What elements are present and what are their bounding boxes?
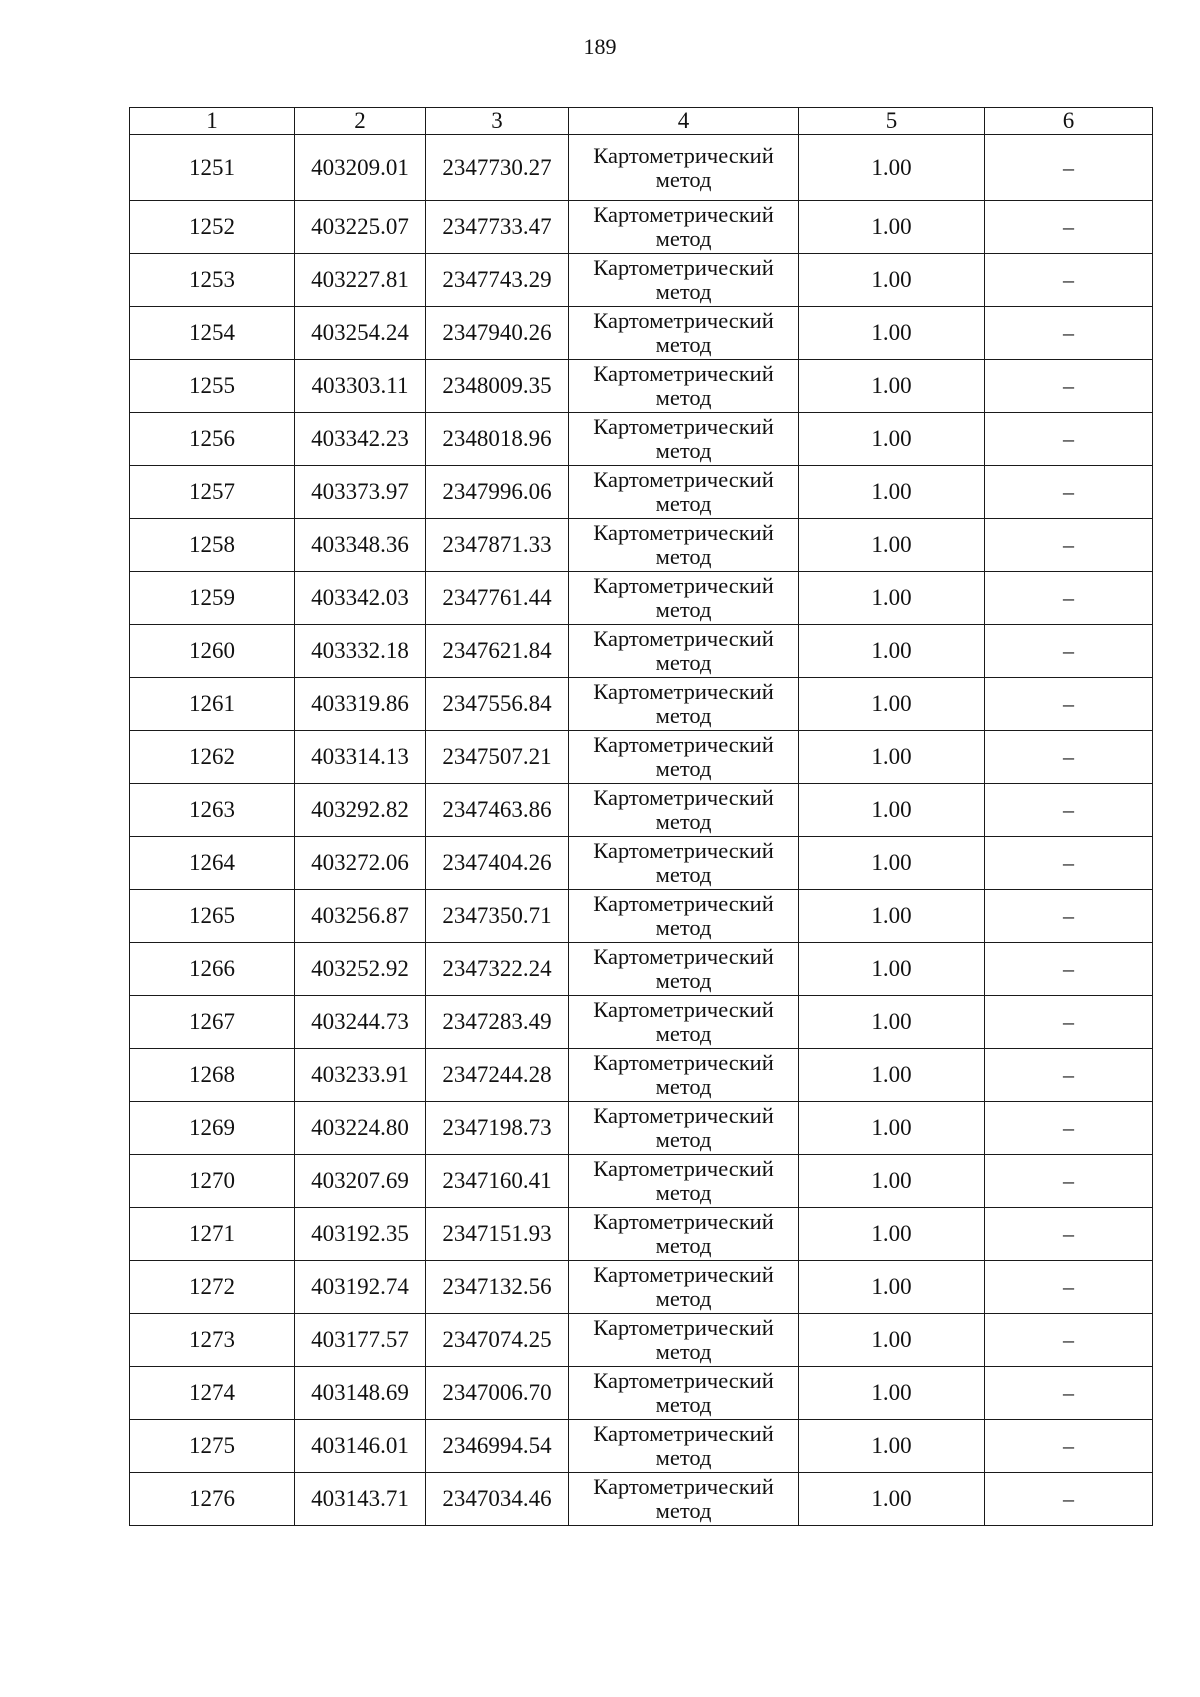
method-line-1: Картометрический: [593, 1103, 774, 1128]
method-line-1: Картометрический: [593, 414, 774, 439]
table-row: [130, 837, 1153, 890]
table-row: [130, 1261, 1153, 1314]
column-header-6: 6: [985, 108, 1153, 135]
method-line-1: Картометрический: [593, 573, 774, 598]
method-cell: [569, 1261, 799, 1314]
x-coordinate-cell: 403233.91: [295, 1049, 426, 1102]
method-line-1: Картометрический: [593, 361, 774, 386]
accuracy-cell: 1.00: [799, 731, 985, 784]
y-coordinate-cell: 2347244.28: [426, 1049, 569, 1102]
point-number-cell: 1263: [130, 784, 295, 837]
column-header-2: 2: [295, 108, 426, 135]
x-coordinate-cell: 403342.23: [295, 413, 426, 466]
y-coordinate-cell: 2347940.26: [426, 307, 569, 360]
y-coordinate-cell: 2347463.86: [426, 784, 569, 837]
method-line-2: метод: [655, 597, 712, 622]
column-header-1: 1: [130, 108, 295, 135]
method-line-2: метод: [655, 1286, 712, 1311]
point-number-cell: 1260: [130, 625, 295, 678]
point-number-cell: 1259: [130, 572, 295, 625]
accuracy-cell: 1.00: [799, 837, 985, 890]
accuracy-cell: 1.00: [799, 1367, 985, 1420]
table-row: [130, 784, 1153, 837]
x-coordinate-cell: 403254.24: [295, 307, 426, 360]
method-cell: [569, 1314, 799, 1367]
method-line-2: метод: [655, 650, 712, 675]
point-number-cell: 1270: [130, 1155, 295, 1208]
note-cell: –: [985, 466, 1153, 519]
method-line-2: метод: [655, 756, 712, 781]
note-cell: –: [985, 1049, 1153, 1102]
method-cell: [569, 1473, 799, 1526]
method-line-1: Картометрический: [593, 1474, 774, 1499]
method-cell: [569, 625, 799, 678]
x-coordinate-cell: 403348.36: [295, 519, 426, 572]
x-coordinate-cell: 403224.80: [295, 1102, 426, 1155]
method-cell: [569, 678, 799, 731]
note-cell: –: [985, 519, 1153, 572]
y-coordinate-cell: 2347621.84: [426, 625, 569, 678]
accuracy-cell: 1.00: [799, 307, 985, 360]
y-coordinate-cell: 2346994.54: [426, 1420, 569, 1473]
point-number-cell: 1275: [130, 1420, 295, 1473]
method-line-2: метод: [655, 166, 712, 192]
y-coordinate-cell: 2347761.44: [426, 572, 569, 625]
method-line-2: метод: [655, 915, 712, 940]
accuracy-cell: 1.00: [799, 135, 985, 201]
note-cell: –: [985, 837, 1153, 890]
method-line-1: Картометрический: [593, 1209, 774, 1234]
accuracy-cell: 1.00: [799, 572, 985, 625]
accuracy-cell: 1.00: [799, 1420, 985, 1473]
note-cell: –: [985, 201, 1153, 254]
x-coordinate-cell: 403252.92: [295, 943, 426, 996]
method-cell: [569, 1102, 799, 1155]
accuracy-cell: 1.00: [799, 1208, 985, 1261]
point-number-cell: 1269: [130, 1102, 295, 1155]
y-coordinate-cell: 2347996.06: [426, 466, 569, 519]
method-line-2: метод: [655, 279, 712, 304]
point-number-cell: 1274: [130, 1367, 295, 1420]
method-line-2: метод: [655, 1074, 712, 1099]
method-cell: [569, 201, 799, 254]
table-body: [130, 135, 1153, 1526]
x-coordinate-cell: 403342.03: [295, 572, 426, 625]
method-cell: [569, 996, 799, 1049]
table-row: [130, 201, 1153, 254]
point-number-cell: 1266: [130, 943, 295, 996]
method-cell: [569, 731, 799, 784]
accuracy-cell: 1.00: [799, 625, 985, 678]
method-line-1: Картометрический: [593, 1262, 774, 1287]
x-coordinate-cell: 403207.69: [295, 1155, 426, 1208]
table-row: [130, 1314, 1153, 1367]
y-coordinate-cell: 2347160.41: [426, 1155, 569, 1208]
y-coordinate-cell: 2347006.70: [426, 1367, 569, 1420]
y-coordinate-cell: 2347283.49: [426, 996, 569, 1049]
note-cell: –: [985, 1314, 1153, 1367]
method-line-2: метод: [655, 1392, 712, 1417]
method-line-1: Картометрический: [593, 202, 774, 227]
table-row: [130, 1473, 1153, 1526]
note-cell: –: [985, 943, 1153, 996]
point-number-cell: 1254: [130, 307, 295, 360]
method-line-2: метод: [655, 809, 712, 834]
method-line-1: Картометрический: [593, 891, 774, 916]
point-number-cell: 1267: [130, 996, 295, 1049]
column-header-4: 4: [569, 108, 799, 135]
x-coordinate-cell: 403272.06: [295, 837, 426, 890]
x-coordinate-cell: 403292.82: [295, 784, 426, 837]
x-coordinate-cell: 403332.18: [295, 625, 426, 678]
method-line-1: Картометрический: [593, 1421, 774, 1446]
method-cell: [569, 413, 799, 466]
y-coordinate-cell: 2347151.93: [426, 1208, 569, 1261]
y-coordinate-cell: 2347743.29: [426, 254, 569, 307]
method-line-1: Картометрический: [593, 520, 774, 545]
point-number-cell: 1255: [130, 360, 295, 413]
y-coordinate-cell: 2347507.21: [426, 731, 569, 784]
table-row: [130, 135, 1153, 201]
method-line-2: метод: [655, 438, 712, 463]
method-cell: [569, 784, 799, 837]
method-line-1: Картометрический: [593, 679, 774, 704]
x-coordinate-cell: 403146.01: [295, 1420, 426, 1473]
method-line-1: Картометрический: [593, 997, 774, 1022]
accuracy-cell: 1.00: [799, 466, 985, 519]
method-line-1: Картометрический: [593, 626, 774, 651]
table-row: [130, 1049, 1153, 1102]
point-number-cell: 1251: [130, 135, 295, 201]
x-coordinate-cell: 403148.69: [295, 1367, 426, 1420]
note-cell: –: [985, 890, 1153, 943]
method-cell: [569, 943, 799, 996]
note-cell: –: [985, 625, 1153, 678]
accuracy-cell: 1.00: [799, 1473, 985, 1526]
x-coordinate-cell: 403244.73: [295, 996, 426, 1049]
point-number-cell: 1268: [130, 1049, 295, 1102]
table-row: [130, 1420, 1153, 1473]
table-row: [130, 943, 1153, 996]
table-row: [130, 890, 1153, 943]
note-cell: –: [985, 413, 1153, 466]
method-cell: [569, 1049, 799, 1102]
y-coordinate-cell: 2347034.46: [426, 1473, 569, 1526]
note-cell: –: [985, 731, 1153, 784]
method-cell: [569, 837, 799, 890]
table-row: [130, 1208, 1153, 1261]
column-header-3: 3: [426, 108, 569, 135]
method-line-2: метод: [655, 491, 712, 516]
x-coordinate-cell: 403256.87: [295, 890, 426, 943]
point-number-cell: 1272: [130, 1261, 295, 1314]
method-line-2: метод: [655, 862, 712, 887]
method-line-1: Картометрический: [593, 1156, 774, 1181]
table-row: [130, 413, 1153, 466]
method-line-1: Картометрический: [593, 142, 774, 168]
method-line-2: метод: [655, 544, 712, 569]
method-line-1: Картометрический: [593, 785, 774, 810]
x-coordinate-cell: 403373.97: [295, 466, 426, 519]
y-coordinate-cell: 2347350.71: [426, 890, 569, 943]
x-coordinate-cell: 403143.71: [295, 1473, 426, 1526]
accuracy-cell: 1.00: [799, 360, 985, 413]
point-number-cell: 1273: [130, 1314, 295, 1367]
method-line-1: Картометрический: [593, 1368, 774, 1393]
table-row: [130, 572, 1153, 625]
method-cell: [569, 890, 799, 943]
method-line-2: метод: [655, 1339, 712, 1364]
method-line-2: метод: [655, 703, 712, 728]
accuracy-cell: 1.00: [799, 890, 985, 943]
table-header-row: [130, 108, 1153, 135]
method-line-1: Картометрический: [593, 1050, 774, 1075]
method-line-1: Картометрический: [593, 838, 774, 863]
note-cell: –: [985, 784, 1153, 837]
table-row: [130, 1155, 1153, 1208]
method-cell: [569, 307, 799, 360]
method-line-2: метод: [655, 1445, 712, 1470]
table-row: [130, 625, 1153, 678]
point-number-cell: 1257: [130, 466, 295, 519]
accuracy-cell: 1.00: [799, 1102, 985, 1155]
accuracy-cell: 1.00: [799, 519, 985, 572]
y-coordinate-cell: 2347730.27: [426, 135, 569, 201]
column-header-5: 5: [799, 108, 985, 135]
accuracy-cell: 1.00: [799, 413, 985, 466]
note-cell: –: [985, 135, 1153, 201]
method-line-2: метод: [655, 1127, 712, 1152]
note-cell: –: [985, 1473, 1153, 1526]
x-coordinate-cell: 403192.35: [295, 1208, 426, 1261]
accuracy-cell: 1.00: [799, 784, 985, 837]
point-number-cell: 1256: [130, 413, 295, 466]
note-cell: –: [985, 360, 1153, 413]
method-cell: [569, 360, 799, 413]
method-line-2: метод: [655, 1180, 712, 1205]
method-cell: [569, 1367, 799, 1420]
note-cell: –: [985, 307, 1153, 360]
accuracy-cell: 1.00: [799, 254, 985, 307]
method-line-2: метод: [655, 385, 712, 410]
table-row: [130, 1102, 1153, 1155]
y-coordinate-cell: 2347322.24: [426, 943, 569, 996]
accuracy-cell: 1.00: [799, 1049, 985, 1102]
method-line-2: метод: [655, 1021, 712, 1046]
point-number-cell: 1253: [130, 254, 295, 307]
accuracy-cell: 1.00: [799, 1314, 985, 1367]
point-number-cell: 1264: [130, 837, 295, 890]
accuracy-cell: 1.00: [799, 201, 985, 254]
accuracy-cell: 1.00: [799, 996, 985, 1049]
method-line-2: метод: [655, 1233, 712, 1258]
table-row: [130, 1367, 1153, 1420]
y-coordinate-cell: 2347871.33: [426, 519, 569, 572]
point-number-cell: 1252: [130, 201, 295, 254]
x-coordinate-cell: 403192.74: [295, 1261, 426, 1314]
point-number-cell: 1261: [130, 678, 295, 731]
y-coordinate-cell: 2347404.26: [426, 837, 569, 890]
point-number-cell: 1262: [130, 731, 295, 784]
note-cell: –: [985, 1367, 1153, 1420]
y-coordinate-cell: 2347733.47: [426, 201, 569, 254]
note-cell: –: [985, 1261, 1153, 1314]
y-coordinate-cell: 2347198.73: [426, 1102, 569, 1155]
table-row: [130, 360, 1153, 413]
method-cell: [569, 1155, 799, 1208]
accuracy-cell: 1.00: [799, 943, 985, 996]
x-coordinate-cell: 403227.81: [295, 254, 426, 307]
point-number-cell: 1258: [130, 519, 295, 572]
coordinates-table: [129, 107, 1153, 1526]
table-row: [130, 731, 1153, 784]
table-row: [130, 254, 1153, 307]
note-cell: –: [985, 1102, 1153, 1155]
table-row: [130, 466, 1153, 519]
x-coordinate-cell: 403319.86: [295, 678, 426, 731]
table-row: [130, 996, 1153, 1049]
accuracy-cell: 1.00: [799, 1261, 985, 1314]
method-line-2: метод: [655, 332, 712, 357]
method-cell: [569, 254, 799, 307]
accuracy-cell: 1.00: [799, 678, 985, 731]
method-cell: [569, 519, 799, 572]
table-row: [130, 678, 1153, 731]
method-cell: [569, 1208, 799, 1261]
x-coordinate-cell: 403225.07: [295, 201, 426, 254]
x-coordinate-cell: 403209.01: [295, 135, 426, 201]
note-cell: –: [985, 1155, 1153, 1208]
method-line-1: Картометрический: [593, 308, 774, 333]
method-cell: [569, 572, 799, 625]
note-cell: –: [985, 254, 1153, 307]
method-line-1: Картометрический: [593, 1315, 774, 1340]
point-number-cell: 1271: [130, 1208, 295, 1261]
method-cell: [569, 135, 799, 201]
x-coordinate-cell: 403314.13: [295, 731, 426, 784]
note-cell: –: [985, 572, 1153, 625]
method-line-1: Картометрический: [593, 255, 774, 280]
note-cell: –: [985, 1420, 1153, 1473]
accuracy-cell: 1.00: [799, 1155, 985, 1208]
note-cell: –: [985, 1208, 1153, 1261]
table-row: [130, 519, 1153, 572]
x-coordinate-cell: 403303.11: [295, 360, 426, 413]
method-line-1: Картометрический: [593, 467, 774, 492]
method-line-1: Картометрический: [593, 732, 774, 757]
table-row: [130, 307, 1153, 360]
page-number: 189: [583, 34, 617, 59]
method-cell: [569, 1420, 799, 1473]
y-coordinate-cell: 2348009.35: [426, 360, 569, 413]
method-line-2: метод: [655, 968, 712, 993]
method-line-2: метод: [655, 1498, 712, 1523]
y-coordinate-cell: 2347556.84: [426, 678, 569, 731]
y-coordinate-cell: 2348018.96: [426, 413, 569, 466]
x-coordinate-cell: 403177.57: [295, 1314, 426, 1367]
method-line-1: Картометрический: [593, 944, 774, 969]
method-cell: [569, 466, 799, 519]
point-number-cell: 1265: [130, 890, 295, 943]
method-line-2: метод: [655, 226, 712, 251]
note-cell: –: [985, 996, 1153, 1049]
y-coordinate-cell: 2347132.56: [426, 1261, 569, 1314]
y-coordinate-cell: 2347074.25: [426, 1314, 569, 1367]
note-cell: –: [985, 678, 1153, 731]
point-number-cell: 1276: [130, 1473, 295, 1526]
